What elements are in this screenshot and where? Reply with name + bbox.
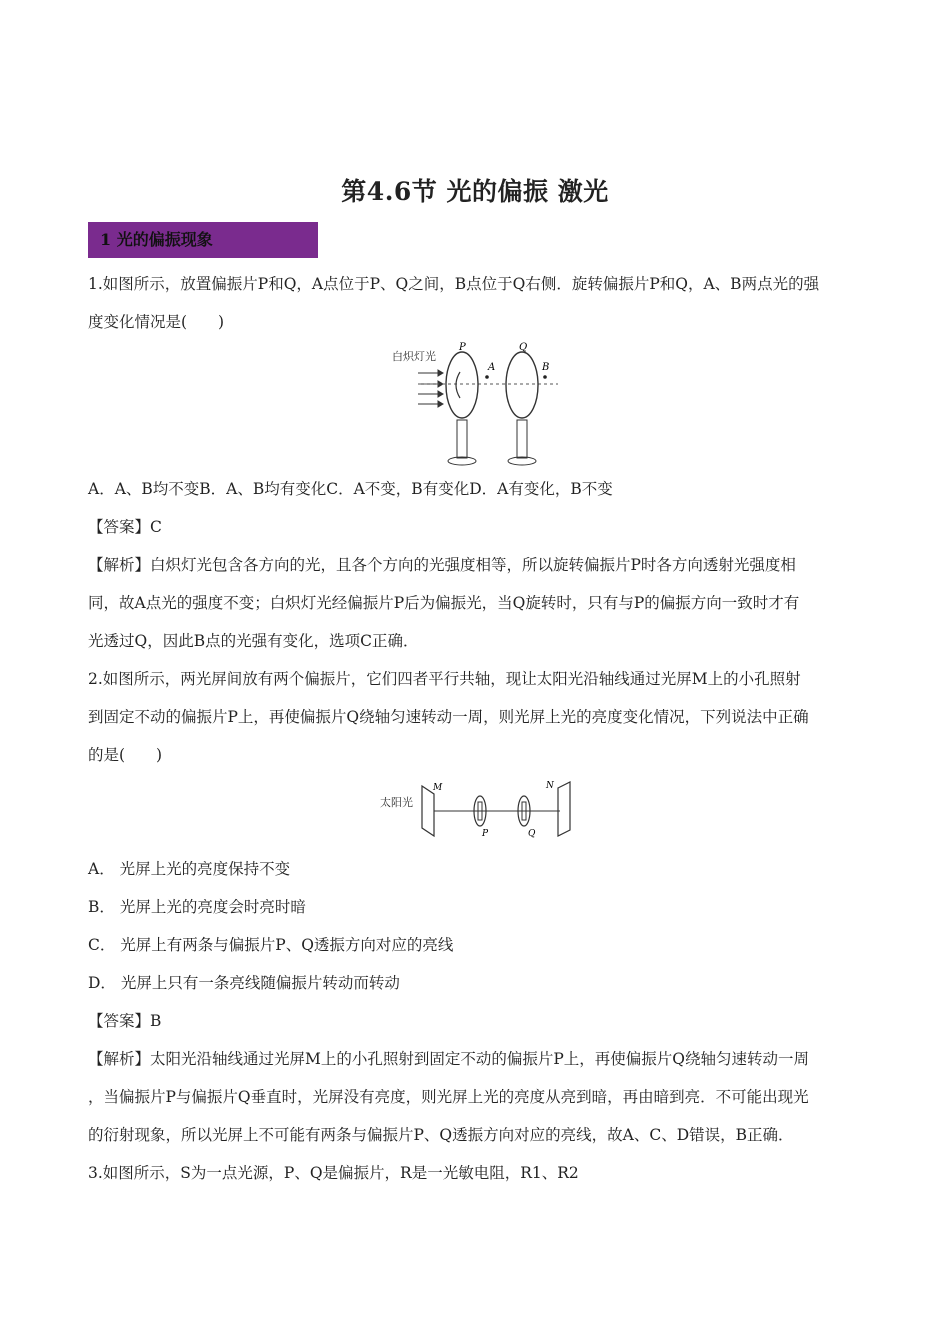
page-title: 第4.6节 光的偏振 激光 <box>341 177 609 206</box>
q1-explanation-line-2: 同，故A点光的强度不变；白炽灯光经偏振片P后为偏振光，当Q旋转时，只有与P的偏振方向一致时才有 <box>88 594 800 612</box>
q1-explanation-line-1: 【解析】白炽灯光包含各方向的光，且各个方向的光强度相等，所以旋转偏振片P时各方向透射光强度相 <box>88 556 796 574</box>
q2-option-c: C． 光屏上有两条与偏振片P、Q透振方向对应的亮线 <box>88 936 454 954</box>
q2-explanation-line-3: 的衍射现象，所以光屏上不可能有两条与偏振片P、Q透振方向对应的亮线，故A、C、D错误，B正确． <box>88 1126 794 1144</box>
q3-stem-line-1: 3.如图所示，S为一点光源，P、Q是偏振片，R是一光敏电阻，R1、R2 <box>88 1164 579 1182</box>
q2-fig-sun-label: 太阳光 <box>380 796 413 809</box>
q2-stem-line-2: 到固定不动的偏振片P上，再使偏振片Q绕轴匀速转动一周，则光屏上光的亮度变化情况，下列说法中正确 <box>88 708 809 726</box>
q2-fig-label-p: P <box>482 829 489 839</box>
q1-figure <box>388 340 568 476</box>
q1-explanation-line-3: 光透过Q，因此B点的光强有变化，选项C正确． <box>88 632 419 650</box>
q1-fig-light-label: 白炽灯光 <box>392 350 436 363</box>
q2-option-a: A． 光屏上光的亮度保持不变 <box>88 860 291 878</box>
q1-fig-label-a: A <box>488 362 496 373</box>
q2-stem-line-1: 2.如图所示，两光屏间放有两个偏振片，它们四者平行共轴，现让太阳光沿轴线通过光屏M上的小孔照射 <box>88 670 801 688</box>
q1-stem-line-2: 度变化情况是( ) <box>88 313 225 331</box>
q1-stem-line-1: 1.如图所示，放置偏振片P和Q，A点位于P、Q之间，B点位于Q右侧．旋转偏振片P和Q，A、B两点光的强 <box>88 275 820 293</box>
q2-figure <box>378 780 578 848</box>
q2-fig-label-m: M <box>433 783 443 793</box>
q2-stem-line-3: 的是( ) <box>88 746 163 764</box>
q2-explanation-line-2: ，当偏振片P与偏振片Q垂直时，光屏没有亮度，则光屏上光的亮度从亮到暗，再由暗到亮．不可能出现光 <box>88 1088 809 1106</box>
q2-answer: 【答案】B <box>88 1012 162 1030</box>
q1-fig-label-b: B <box>542 362 550 373</box>
q1-fig-label-q: Q <box>519 342 528 353</box>
q2-fig-label-q: Q <box>528 829 536 839</box>
q2-explanation-line-1: 【解析】太阳光沿轴线通过光屏M上的小孔照射到固定不动的偏振片P上，再使偏振片Q绕轴匀速转动一周 <box>88 1050 810 1068</box>
q1-fig-label-p: P <box>459 342 466 353</box>
q2-option-d: D． 光屏上只有一条亮线随偏振片转动而转动 <box>88 974 400 992</box>
q1-answer: 【答案】C <box>88 518 162 536</box>
section-header: 1 光的偏振现象 <box>88 222 318 258</box>
q1-options: A．A、B均不变B．A、B均有变化C．A不变，B有变化D．A有变化，B不变 <box>88 480 613 498</box>
q2-fig-label-n: N <box>546 781 554 791</box>
q2-option-b: B． 光屏上光的亮度会时亮时暗 <box>88 898 306 916</box>
